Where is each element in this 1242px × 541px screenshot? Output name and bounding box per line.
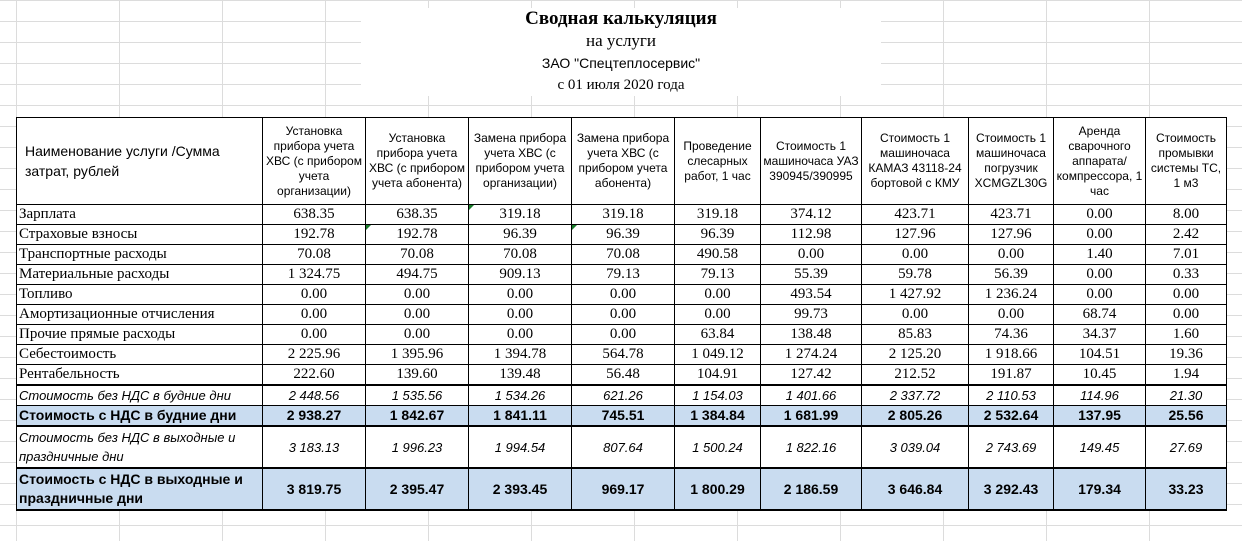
table-header-row	[17, 118, 1227, 205]
table-cell[interactable]: 70.08	[263, 245, 366, 265]
table-row	[17, 285, 1227, 305]
table-cell[interactable]: 96.39	[675, 225, 761, 245]
row-label[interactable]: Стоимость с НДС в будние дни	[17, 406, 263, 427]
table-cell[interactable]: 139.60	[366, 365, 469, 386]
table-cell[interactable]: 1 842.67	[366, 406, 469, 427]
table-cell[interactable]: 59.78	[862, 265, 969, 285]
table-cell[interactable]: 638.35	[263, 205, 366, 225]
table-cell[interactable]: 222.60	[263, 365, 366, 386]
table-cell[interactable]: 104.51	[1054, 345, 1146, 365]
table-cell[interactable]: 179.34	[1054, 468, 1146, 510]
table-cell[interactable]: 423.71	[862, 205, 969, 225]
table-row	[17, 205, 1227, 225]
table-row	[17, 265, 1227, 285]
table-cell[interactable]: 138.48	[761, 325, 862, 345]
table-cell[interactable]: 1 427.92	[862, 285, 969, 305]
row-label[interactable]: Стоимость без НДС в выходные и праздничные дни	[17, 426, 263, 468]
header-cell-flushing[interactable]: Стоимость промывки системы ТС, 1 м3	[1146, 118, 1227, 205]
table-cell[interactable]: 3 039.04	[862, 426, 969, 468]
table-cell[interactable]: 1 324.75	[263, 265, 366, 285]
table-cell[interactable]: 10.45	[1054, 365, 1146, 386]
table-cell[interactable]: 1 236.24	[969, 285, 1054, 305]
table-cell[interactable]: 0.00	[862, 245, 969, 265]
table-cell[interactable]: 0.00	[1054, 225, 1146, 245]
table-cell[interactable]: 3 183.13	[263, 426, 366, 468]
table-cell[interactable]: 99.73	[761, 305, 862, 325]
table-cell[interactable]: 149.45	[1054, 426, 1146, 468]
row-label[interactable]: Зарплата	[17, 205, 263, 225]
table-cell[interactable]: 21.30	[1146, 385, 1227, 406]
table-cell[interactable]: 139.48	[469, 365, 572, 386]
table-cell[interactable]: 621.26	[572, 385, 675, 406]
table-row	[17, 245, 1227, 265]
table-cell[interactable]: 1 384.84	[675, 406, 761, 427]
table-cell[interactable]: 2 125.20	[862, 345, 969, 365]
table-cell[interactable]: 0.00	[1146, 305, 1227, 325]
row-label[interactable]: Транспортные расходы	[17, 245, 263, 265]
table-cell[interactable]: 2 110.53	[969, 385, 1054, 406]
table-cell[interactable]: 1 154.03	[675, 385, 761, 406]
header-cell-replace-org[interactable]: Замена прибора учета ХВС (с прибором учета организации)	[469, 118, 572, 205]
table-cell[interactable]: 1.40	[1054, 245, 1146, 265]
table-cell[interactable]: 55.39	[761, 265, 862, 285]
table-cell[interactable]: 79.13	[675, 265, 761, 285]
header-cell-loader[interactable]: Стоимость 1 машиночаса погрузчик XCMGZL30G	[969, 118, 1054, 205]
table-cell[interactable]: 1 822.16	[761, 426, 862, 468]
table-cell[interactable]: 1 500.24	[675, 426, 761, 468]
table-cell[interactable]: 493.54	[761, 285, 862, 305]
table-cell[interactable]: 909.13	[469, 265, 572, 285]
table-cell[interactable]: 0.00	[969, 245, 1054, 265]
table-cell[interactable]: 319.18	[675, 205, 761, 225]
table-cell[interactable]: 2 743.69	[969, 426, 1054, 468]
table-row	[17, 468, 1227, 510]
header-cell-install-org[interactable]: Установка прибора учета ХВС (с прибором учета организации)	[263, 118, 366, 205]
table-cell[interactable]: 1 681.99	[761, 406, 862, 427]
report-subtitle: на услуги	[361, 30, 881, 52]
table-cell[interactable]: 1 401.66	[761, 385, 862, 406]
table-cell[interactable]: 638.35	[366, 205, 469, 225]
table-cell[interactable]: 0.33	[1146, 265, 1227, 285]
table-cell[interactable]: 19.36	[1146, 345, 1227, 365]
header-cell-service[interactable]: Наименование услуги /Сумма затрат, рублей	[17, 118, 263, 205]
table-row	[17, 385, 1227, 406]
table-cell[interactable]: 319.18	[469, 205, 572, 225]
table-cell[interactable]: 1 535.56	[366, 385, 469, 406]
table-cell[interactable]: 104.91	[675, 365, 761, 386]
table-cell[interactable]: 1 996.23	[366, 426, 469, 468]
table-cell[interactable]: 0.00	[366, 285, 469, 305]
header-cell-plumbing[interactable]: Проведение слесарных работ, 1 час	[675, 118, 761, 205]
table-cell[interactable]: 745.51	[572, 406, 675, 427]
table-cell[interactable]: 85.83	[862, 325, 969, 345]
table-cell[interactable]: 0.00	[675, 305, 761, 325]
table-cell[interactable]: 423.71	[969, 205, 1054, 225]
table-cell[interactable]: 33.23	[1146, 468, 1227, 510]
table-cell[interactable]: 63.84	[675, 325, 761, 345]
row-label[interactable]: Прочие прямые расходы	[17, 325, 263, 345]
table-cell[interactable]: 0.00	[366, 325, 469, 345]
row-label[interactable]: Себестоимость	[17, 345, 263, 365]
table-cell[interactable]: 2 186.59	[761, 468, 862, 510]
table-cell[interactable]: 1.94	[1146, 365, 1227, 386]
table-cell[interactable]: 319.18	[572, 205, 675, 225]
header-cell-replace-subscriber[interactable]: Замена прибора учета ХВС (с прибором учета абонента)	[572, 118, 675, 205]
table-cell[interactable]: 3 292.43	[969, 468, 1054, 510]
header-cell-uaz[interactable]: Стоимость 1 машиночаса УАЗ 390945/390995	[761, 118, 862, 205]
table-cell[interactable]: 1 841.11	[469, 406, 572, 427]
table-cell[interactable]: 1 274.24	[761, 345, 862, 365]
table-cell[interactable]: 79.13	[572, 265, 675, 285]
table-cell[interactable]: 0.00	[862, 305, 969, 325]
table-cell[interactable]: 25.56	[1146, 406, 1227, 427]
table-cell[interactable]: 0.00	[1054, 205, 1146, 225]
table-cell[interactable]: 1 534.26	[469, 385, 572, 406]
table-cell[interactable]: 1.60	[1146, 325, 1227, 345]
table-cell[interactable]: 0.00	[761, 245, 862, 265]
table-cell[interactable]: 0.00	[1146, 285, 1227, 305]
table-cell[interactable]: 3 646.84	[862, 468, 969, 510]
table-cell[interactable]: 0.00	[263, 305, 366, 325]
table-cell[interactable]: 74.36	[969, 325, 1054, 345]
table-cell[interactable]: 7.01	[1146, 245, 1227, 265]
table-cell[interactable]: 0.00	[469, 305, 572, 325]
table-cell[interactable]: 0.00	[572, 305, 675, 325]
cost-table	[16, 117, 1227, 511]
table-cell[interactable]: 2 395.47	[366, 468, 469, 510]
row-label[interactable]: Стоимость без НДС в будние дни	[17, 385, 263, 406]
table-row	[17, 305, 1227, 325]
table-cell[interactable]: 96.39	[572, 225, 675, 245]
table-cell[interactable]: 374.12	[761, 205, 862, 225]
table-cell[interactable]: 1 918.66	[969, 345, 1054, 365]
table-cell[interactable]: 2.42	[1146, 225, 1227, 245]
table-row	[17, 225, 1227, 245]
table-cell[interactable]: 0.00	[572, 285, 675, 305]
table-cell[interactable]: 192.78	[366, 225, 469, 245]
table-cell[interactable]: 1 800.29	[675, 468, 761, 510]
table-cell[interactable]: 2 938.27	[263, 406, 366, 427]
table-cell[interactable]: 0.00	[469, 285, 572, 305]
header-cell-kamaz[interactable]: Стоимость 1 машиночаса КАМАЗ 43118-24 бортовой с КМУ	[862, 118, 969, 205]
header-cell-install-subscriber[interactable]: Установка прибора учета ХВС (с прибором учета абонента)	[366, 118, 469, 205]
table-cell[interactable]: 8.00	[1146, 205, 1227, 225]
table-cell[interactable]: 56.48	[572, 365, 675, 386]
table-row	[17, 325, 1227, 345]
table-cell[interactable]: 0.00	[1054, 285, 1146, 305]
report-title: Сводная калькуляция	[361, 8, 881, 30]
table-cell[interactable]: 0.00	[263, 285, 366, 305]
table-cell[interactable]: 137.95	[1054, 406, 1146, 427]
table-cell[interactable]: 56.39	[969, 265, 1054, 285]
table-cell[interactable]: 1 395.96	[366, 345, 469, 365]
table-cell[interactable]: 2 805.26	[862, 406, 969, 427]
table-cell[interactable]: 70.08	[572, 245, 675, 265]
table-cell[interactable]: 2 393.45	[469, 468, 572, 510]
row-label[interactable]: Топливо	[17, 285, 263, 305]
table-cell[interactable]: 112.98	[761, 225, 862, 245]
table-cell[interactable]: 191.87	[969, 365, 1054, 386]
table-cell[interactable]: 192.78	[263, 225, 366, 245]
table-cell[interactable]: 127.42	[761, 365, 862, 386]
table-cell[interactable]: 0.00	[969, 305, 1054, 325]
table-cell[interactable]: 0.00	[675, 285, 761, 305]
table-cell[interactable]: 27.69	[1146, 426, 1227, 468]
table-cell[interactable]: 1 994.54	[469, 426, 572, 468]
effective-date: с 01 июля 2020 года	[361, 74, 881, 96]
table-cell[interactable]: 0.00	[366, 305, 469, 325]
table-cell[interactable]: 0.00	[572, 325, 675, 345]
header-cell-welding-rent[interactable]: Аренда сварочного аппарата/ компрессора, 1 час	[1054, 118, 1146, 205]
table-cell[interactable]: 96.39	[469, 225, 572, 245]
row-label[interactable]: Страховые взносы	[17, 225, 263, 245]
table-cell[interactable]: 564.78	[572, 345, 675, 365]
table-cell[interactable]: 969.17	[572, 468, 675, 510]
report-header	[0, 8, 1242, 96]
table-cell[interactable]: 114.96	[1054, 385, 1146, 406]
table-cell[interactable]: 68.74	[1054, 305, 1146, 325]
table-cell[interactable]: 1 394.78	[469, 345, 572, 365]
table-cell[interactable]: 212.52	[862, 365, 969, 386]
table-cell[interactable]: 127.96	[862, 225, 969, 245]
table-cell[interactable]: 34.37	[1054, 325, 1146, 345]
table-cell[interactable]: 494.75	[366, 265, 469, 285]
table-cell[interactable]: 0.00	[469, 325, 572, 345]
table-cell[interactable]: 2 225.96	[263, 345, 366, 365]
table-row	[17, 426, 1227, 468]
table-row	[17, 406, 1227, 427]
table-cell[interactable]: 127.96	[969, 225, 1054, 245]
table-cell[interactable]: 1 049.12	[675, 345, 761, 365]
row-label[interactable]: Материальные расходы	[17, 265, 263, 285]
table-cell[interactable]: 0.00	[1054, 265, 1146, 285]
table-cell[interactable]: 2 337.72	[862, 385, 969, 406]
table-row	[17, 365, 1227, 386]
table-cell[interactable]: 2 532.64	[969, 406, 1054, 427]
row-label[interactable]: Стоимость с НДС в выходные и праздничные дни	[17, 468, 263, 510]
table-cell[interactable]: 0.00	[263, 325, 366, 345]
table-cell[interactable]: 3 819.75	[263, 468, 366, 510]
table-cell[interactable]: 70.08	[366, 245, 469, 265]
table-cell[interactable]: 2 448.56	[263, 385, 366, 406]
table-cell[interactable]: 490.58	[675, 245, 761, 265]
row-label[interactable]: Рентабельность	[17, 365, 263, 386]
table-cell[interactable]: 70.08	[469, 245, 572, 265]
row-label[interactable]: Амортизационные отчисления	[17, 305, 263, 325]
table-row	[17, 345, 1227, 365]
table-cell[interactable]: 807.64	[572, 426, 675, 468]
organization-name: ЗАО "Спецтеплосервис"	[361, 52, 881, 74]
